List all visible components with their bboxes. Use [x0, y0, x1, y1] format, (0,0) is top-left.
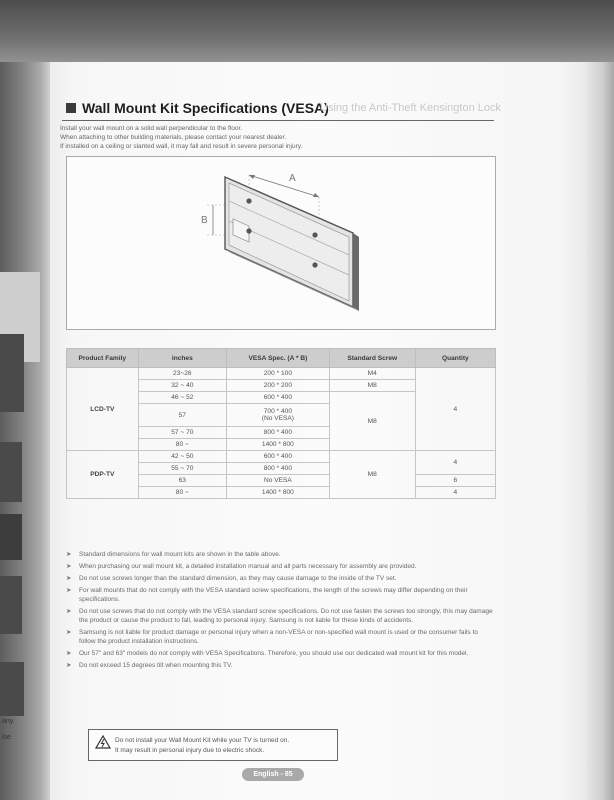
note-arrow-icon: ➤: [66, 608, 72, 615]
page-number-badge: English - 85: [242, 768, 304, 781]
family-lcd: LCD-TV: [67, 368, 139, 451]
cell-inches: 57 ~ 70: [138, 427, 226, 439]
cell-screw: M4: [329, 368, 415, 380]
warning-box: [88, 729, 338, 761]
notes-list: [66, 550, 496, 673]
cell-vesa: 800 * 400: [227, 463, 330, 475]
note-item: [66, 550, 496, 559]
note-item: [66, 661, 496, 670]
faded-heading: Using the Anti-Theft Kensington Lock: [320, 102, 501, 114]
warning-line-2: It may result in personal injury due to electric shock.: [115, 747, 265, 754]
note-text: Standard dimensions for wall mount kits are shown in the table above.: [79, 551, 281, 558]
intro-line: Install your wall mount on a solid wall perpendicular to the floor.: [60, 125, 243, 132]
cell-vesa: 800 * 400: [227, 427, 330, 439]
left-page-text: lse: [2, 734, 11, 741]
family-pdp: PDP-TV: [67, 451, 139, 499]
cell-vesa: 1400 * 800: [227, 487, 330, 499]
cell-quantity: 4: [415, 368, 495, 451]
cell-inches: 80 ~: [138, 487, 226, 499]
mount-screw-hole: [246, 198, 251, 203]
section-header: [62, 98, 501, 121]
header-vesa-spec: VESA Spec. (A * B): [227, 349, 330, 368]
note-arrow-icon: ➤: [66, 575, 72, 582]
left-page-text: any.: [2, 718, 15, 725]
note-arrow-icon: ➤: [66, 629, 72, 636]
page-edge-shadow: [585, 62, 614, 800]
scan-background-top: [0, 0, 614, 68]
table-row: [67, 451, 496, 463]
cell-inches: 57: [138, 404, 226, 427]
cell-vesa-note: (No VESA): [261, 415, 294, 422]
header-inches: inches: [138, 349, 226, 368]
left-page-photo: [0, 576, 22, 634]
cell-inches: 46 ~ 52: [138, 392, 226, 404]
cell-screw: M8: [329, 451, 415, 499]
note-text: Our 57" and 63" models do not comply with VESA Specifications. Therefore, you should use our dedicated wall mount kit for this model.: [79, 650, 469, 657]
cell-vesa-value: 700 * 400: [263, 408, 292, 415]
cell-vesa: 1400 * 800: [227, 439, 330, 451]
header-standard-screw: Standard Screw: [329, 349, 415, 368]
note-text: Do not use screws that do not comply with the VESA standard screw specifications. Do not use fasten the screws too strongly, this may damage the product or cause the product to fall, leading to personal injury. Samsung is not liable for these kinds of accidents.: [79, 608, 493, 624]
electric-warning-icon: [95, 735, 111, 749]
header-bullet-square: [66, 103, 76, 113]
vesa-spec-table-wrap: [66, 348, 496, 499]
dimension-b-label: B: [201, 215, 208, 226]
note-item: [66, 586, 496, 604]
table-row: [67, 368, 496, 380]
left-page-photo: [0, 662, 24, 716]
book-spine-left-page: [0, 62, 50, 800]
cell-vesa: No VESA: [227, 475, 330, 487]
note-item: [66, 649, 496, 658]
tv-back-illustration: [67, 157, 495, 329]
section-title: Wall Mount Kit Specifications (VESA): [82, 100, 329, 116]
note-text: Do not exceed 15 degrees tilt when mounting this TV.: [79, 662, 233, 669]
cell-screw: M8: [329, 380, 415, 392]
note-arrow-icon: ➤: [66, 587, 72, 594]
note-item: [66, 562, 496, 571]
warning-line-1: Do not install your Wall Mount Kit while your TV is turned on.: [115, 737, 290, 744]
note-item: [66, 574, 496, 583]
note-arrow-icon: ➤: [66, 662, 72, 669]
cell-quantity: 4: [415, 487, 495, 499]
header-product-family: Product Family: [67, 349, 139, 368]
mount-screw-hole: [312, 262, 317, 267]
note-arrow-icon: ➤: [66, 551, 72, 558]
cell-vesa: 200 * 200: [227, 380, 330, 392]
cell-quantity: 4: [415, 451, 495, 475]
note-arrow-icon: ➤: [66, 563, 72, 570]
header-quantity: Quantity: [415, 349, 495, 368]
cell-quantity: 6: [415, 475, 495, 487]
mount-screw-hole: [246, 228, 251, 233]
cell-inches: 32 ~ 40: [138, 380, 226, 392]
note-text: Samsung is not liable for product damage or personal injury when a non-VESA or non-specified wall mount is used or the consumer fails to follow the product installation instructions.: [79, 629, 478, 645]
cell-screw: M8: [329, 392, 415, 451]
intro-line: When attaching to other building materials, please contact your nearest dealer.: [60, 134, 287, 141]
vesa-spec-table: [66, 348, 496, 499]
left-page-photo: [0, 514, 22, 560]
table-header-row: [67, 349, 496, 368]
note-text: For wall mounts that do not comply with the VESA standard screw specifications, the length of the screws may differ depending on their specifications.: [79, 587, 468, 603]
note-item: [66, 607, 496, 625]
mount-screw-hole: [312, 232, 317, 237]
cell-vesa: 600 * 400: [227, 451, 330, 463]
cell-inches: 23~26: [138, 368, 226, 380]
cell-inches: 80 ~: [138, 439, 226, 451]
left-page-photo: [0, 334, 24, 412]
note-arrow-icon: ➤: [66, 650, 72, 657]
cell-inches: 63: [138, 475, 226, 487]
cell-inches: 55 ~ 70: [138, 463, 226, 475]
cell-vesa: 600 * 400: [227, 392, 330, 404]
dimension-a-label: A: [289, 173, 296, 184]
left-page-photo: [0, 442, 22, 502]
cell-inches: 42 ~ 50: [138, 451, 226, 463]
wall-mount-diagram: [66, 156, 496, 330]
note-item: [66, 628, 496, 646]
tv-edge: [353, 233, 359, 311]
cell-vesa: [227, 404, 330, 427]
note-text: Do not use screws longer than the standard dimension, as they may cause damage to the inside of the TV set.: [79, 575, 397, 582]
note-text: When purchasing our wall mount kit, a detailed installation manual and all parts necessary for assembly are provided.: [79, 563, 417, 570]
intro-line: If installed on a ceiling or slanted wall, it may fall and result in severe personal injury.: [60, 143, 303, 150]
cell-vesa: 200 * 100: [227, 368, 330, 380]
